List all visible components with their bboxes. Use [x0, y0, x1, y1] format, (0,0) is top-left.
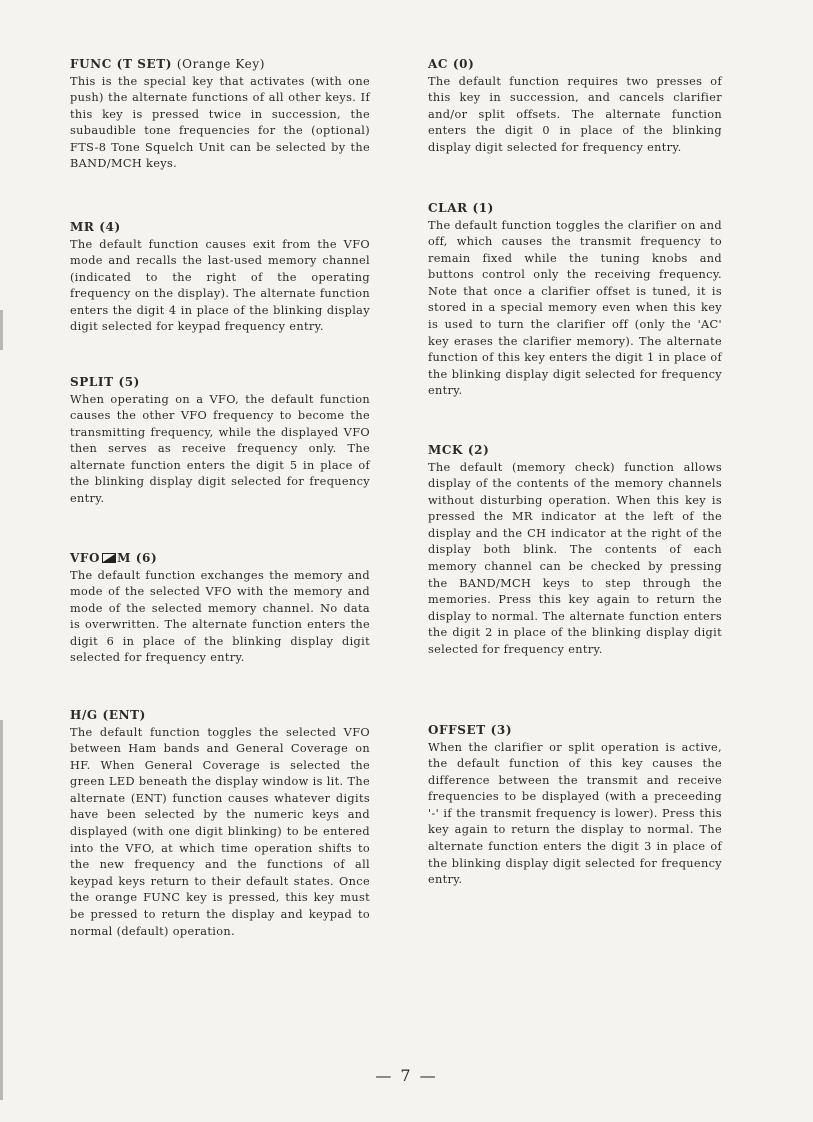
heading-title: FUNC (T SET): [70, 57, 173, 71]
section-heading: CLAR (1): [428, 201, 494, 215]
heading-prefix: VFO: [70, 551, 101, 565]
section-text: When the clarifier or split operation is active, the default function of this key causes the difference between the transmit and receive frequencies to be displayed (with a preceeding '-' if the transmit frequency is lower). Press this key again to return the display to normal. The alternate function enters the digit 3 in place of the blinking display digit selected for frequency entry.: [428, 740, 722, 887]
section-heading: OFFSET (3): [428, 723, 513, 737]
page-edge-mark: [0, 310, 3, 350]
section-mr: [70, 219, 370, 336]
section-heading: [70, 56, 370, 73]
section-heading: MR (4): [70, 220, 121, 234]
section-offset: [428, 722, 722, 889]
binding-edge-mark: [0, 720, 3, 1100]
section-text: The default function causes exit from the VFO mode and recalls the last-used memory channel (indicated to the right of the operating frequency on the display). The alternate function enters the digit 4 in place of the blinking display digit selected for keypad frequency entry.: [70, 237, 370, 334]
section-heading: H/G (ENT): [70, 708, 146, 722]
section-func: [70, 56, 370, 173]
section-heading: [70, 550, 370, 567]
section-split: [70, 374, 370, 508]
section-hg: [70, 707, 370, 940]
section-vfo-m: [70, 550, 370, 667]
section-heading: AC (0): [428, 57, 475, 71]
section-text: The default (memory check) function allows display of the contents of the memory channels without disturbing operation. When this key is pressed the MR indicator at the left of the display and the CH indicator at the right of the display both blink. The contents of each memory channel can be checked by pressing the BAND/MCH keys to step through the memories. Press this key again to return the display to normal. The alternate function enters the digit 2 in place of the blinking display digit selected for frequency entry.: [428, 460, 722, 657]
section-clar: [428, 200, 722, 400]
section-text: When operating on a VFO, the default function causes the other VFO frequency to become the transmitting frequency, while the displayed VFO then serves as receive frequency only. The alternate function enters the digit 5 in place of the blinking display digit selected for frequency entry.: [70, 392, 370, 506]
heading-suffix: M (6): [117, 551, 158, 565]
heading-subtitle: (Orange Key): [176, 57, 266, 71]
section-heading: MCK (2): [428, 443, 490, 457]
section-text: The default function toggles the clarifier on and off, which causes the transmit frequency to remain fixed while the tuning knobs and buttons control only the receiving frequency. Note that once a clarifier offset is tuned, it is stored in a special memory even when this key is used to turn the clarifier off (only the 'AC' key erases the clarifier memory). The alternate function of this key enters the digit 1 in place of the blinking display digit selected for frequency entry.: [428, 218, 722, 398]
section-mck: [428, 442, 722, 659]
page-number: — 7 —: [375, 1066, 438, 1085]
vfo-memory-swap-icon: [102, 553, 116, 563]
section-text: The default function toggles the selected VFO between Ham bands and General Coverage on HF. When General Coverage is selected the green LED beneath the display window is lit. The alternate (ENT) function causes whatever digits have been selected by the numeric keys and displayed (with one digit blinking) to be entered into the VFO, at which time operation shifts to the new frequency and the functions of all keypad keys return to their default states. Once the orange FUNC key is pressed, this key must be pressed to return the display and keypad to normal (default) operation.: [70, 725, 370, 938]
section-text: This is the special key that activates (with one push) the alternate functions of all other keys. If this key is pressed twice in succession, the subaudible tone frequencies for the (optional) FTS-8 Tone Squelch Unit can be selected by the BAND/MCH keys.: [70, 74, 370, 171]
section-text: The default function requires two presses of this key in succession, and cancels clarifier and/or split offsets. The alternate function enters the digit 0 in place of the blinking display digit selected for frequency entry.: [428, 74, 722, 154]
section-text: The default function exchanges the memory and mode of the selected VFO with the memory and mode of the selected memory channel. No data is overwritten. The alternate function enters the digit 6 in place of the blinking display digit selected for frequency entry.: [70, 568, 370, 665]
section-ac: [428, 56, 722, 156]
section-heading: SPLIT (5): [70, 375, 140, 389]
